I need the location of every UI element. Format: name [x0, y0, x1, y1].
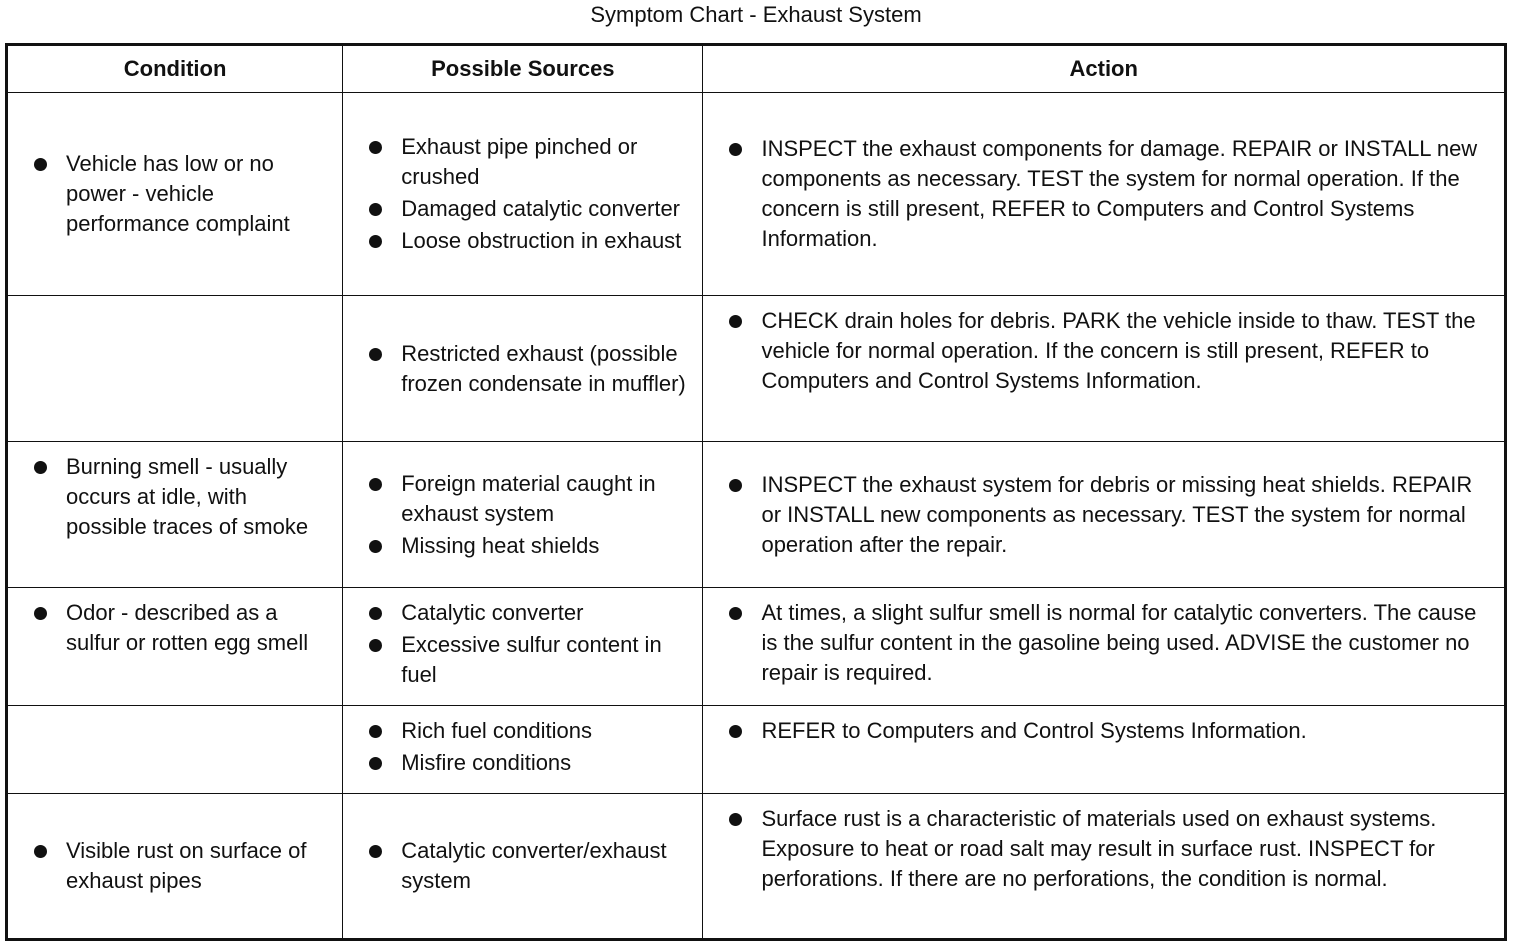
action-cell: [703, 588, 1506, 706]
source-item: Misfire conditions: [343, 748, 702, 778]
condition-cell: [7, 706, 343, 794]
chart-title: Symptom Chart - Exhaust System: [590, 2, 922, 27]
header-row: [7, 45, 1506, 93]
sources-cell: [343, 794, 703, 940]
action-cell: [703, 296, 1506, 442]
condition-cell: [7, 93, 343, 296]
action-cell: [703, 794, 1506, 940]
header-possible-sources: Possible Sources: [343, 45, 703, 93]
header-action: Action: [703, 45, 1506, 93]
action-item: CHECK drain holes for debris. PARK the vehicle inside to thaw. TEST the vehicle for normal operation. If the concern is still present, REFER to Computers and Control Systems Information.: [703, 306, 1504, 396]
condition-cell: [7, 794, 343, 940]
action-cell: [703, 93, 1506, 296]
table-row: [7, 588, 1506, 706]
source-item: Foreign material caught in exhaust system: [343, 469, 702, 529]
sources-cell: [343, 706, 703, 794]
symptom-chart-table: [5, 43, 1507, 941]
condition-item: Vehicle has low or no power - vehicle performance complaint: [8, 149, 342, 239]
sources-cell: [343, 442, 703, 588]
table-row: [7, 296, 1506, 442]
table-row: [7, 706, 1506, 794]
table-row: [7, 93, 1506, 296]
source-item: Rich fuel conditions: [343, 716, 702, 746]
action-item: Surface rust is a characteristic of materials used on exhaust systems. Exposure to heat or road salt may result in surface rust. INSPECT for perforations. If there are no perforations, the condition is normal.: [703, 804, 1504, 894]
condition-cell: [7, 442, 343, 588]
action-item: REFER to Computers and Control Systems Information.: [703, 716, 1504, 746]
action-cell: [703, 706, 1506, 794]
source-item: Catalytic converter/exhaust system: [343, 836, 702, 896]
source-item: Restricted exhaust (possible frozen condensate in muffler): [343, 339, 702, 399]
action-item: INSPECT the exhaust system for debris or missing heat shields. REPAIR or INSTALL new components as necessary. TEST the system for normal operation after the repair.: [703, 470, 1504, 560]
sources-cell: [343, 588, 703, 706]
source-item: Excessive sulfur content in fuel: [343, 630, 702, 690]
action-item: At times, a slight sulfur smell is normal for catalytic converters. The cause is the sulfur content in the gasoline being used. ADVISE the customer no repair is required.: [703, 598, 1504, 688]
sources-cell: [343, 296, 703, 442]
condition-item: Burning smell - usually occurs at idle, with possible traces of smoke: [8, 452, 342, 542]
header-condition: Condition: [7, 45, 343, 93]
source-item: Missing heat shields: [343, 531, 702, 561]
condition-item: Visible rust on surface of exhaust pipes: [8, 836, 342, 896]
sources-cell: [343, 93, 703, 296]
condition-item: Odor - described as a sulfur or rotten egg smell: [8, 598, 342, 658]
action-item: INSPECT the exhaust components for damage. REPAIR or INSTALL new components as necessary. TEST the system for normal operation. If the concern is still present, REFER to Computers and Control Systems Information.: [703, 134, 1504, 254]
condition-cell: [7, 296, 343, 442]
source-item: Damaged catalytic converter: [343, 194, 702, 224]
action-cell: [703, 442, 1506, 588]
source-item: Catalytic converter: [343, 598, 702, 628]
source-item: Loose obstruction in exhaust: [343, 226, 702, 256]
condition-cell: [7, 588, 343, 706]
source-item: Exhaust pipe pinched or crushed: [343, 132, 702, 192]
table-row: [7, 442, 1506, 588]
table-row: [7, 794, 1506, 940]
